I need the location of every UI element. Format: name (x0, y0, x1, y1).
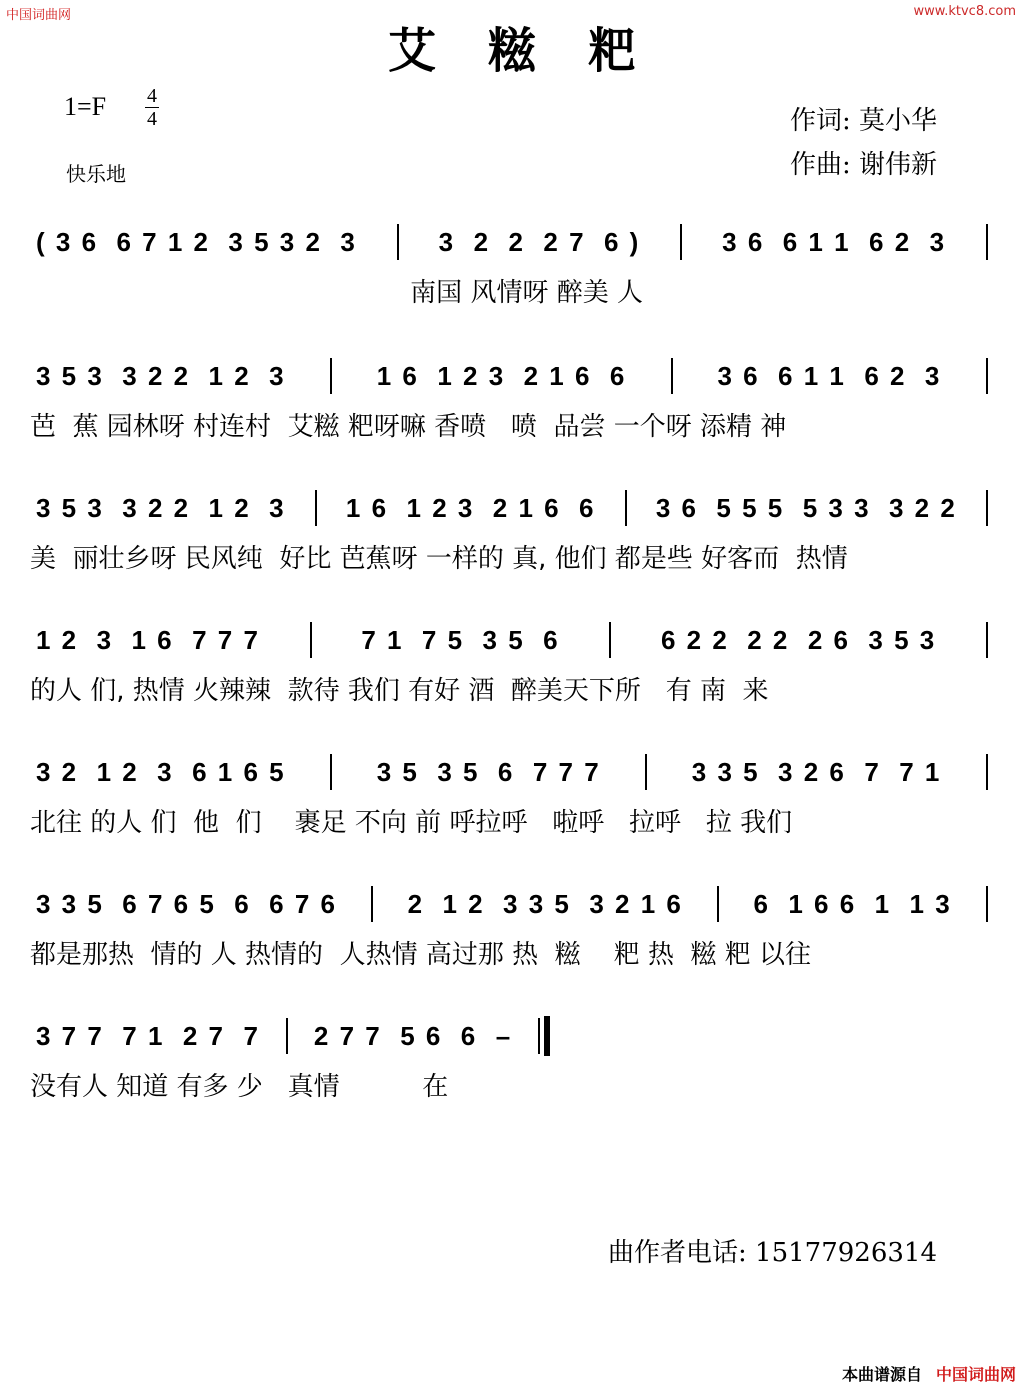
lyrics-row: 美 丽壮乡呀 民风纯 好比 芭蕉呀 一样的 真, 他们 都是些 好客而 热情 (30, 544, 848, 574)
measure: 1 2 3 1 6 7 7 7 (36, 624, 260, 655)
measure: 7 1 7 5 3 5 6 (361, 624, 560, 655)
score-line (0, 222, 1024, 342)
score-line (0, 620, 1024, 740)
footer-site[interactable]: 中国词曲网 (935, 1365, 1016, 1384)
site-logo-left[interactable]: 中国词曲网 (6, 8, 72, 23)
measure: 3 5 3 3 2 2 1 2 3 (36, 360, 286, 391)
measure: 2 1 2 3 3 5 3 2 1 6 (407, 888, 683, 919)
measure: 6 1 6 6 1 1 3 (753, 888, 952, 919)
measure: 3 2 2 2 7 6 ) (438, 226, 641, 257)
measure: 2 7 7 5 6 6 – (313, 1020, 513, 1051)
barline (538, 1018, 540, 1054)
footer-source (842, 1362, 1016, 1385)
time-signature (142, 86, 162, 129)
lyrics-row: 芭 蕉 园林呀 村连村 艾糍 粑呀嘛 香喷 喷 品尝 一个呀 添精 神 (30, 412, 787, 442)
measure: 3 6 6 1 1 6 2 3 (717, 360, 942, 391)
measure: 6 2 2 2 2 2 6 3 5 3 (660, 624, 937, 655)
lyrics-row: 南国 风情呀 醉美 人 (30, 278, 643, 308)
time-signature-bottom: 4 (147, 108, 157, 130)
barline (986, 358, 988, 394)
barline (315, 490, 317, 526)
key-signature: 1=F (64, 92, 107, 121)
barline (609, 622, 611, 658)
lyricist-credit: 作词: 莫小华 (790, 106, 938, 136)
score-line (0, 356, 1024, 476)
measure: 1 6 1 2 3 2 1 6 6 (376, 360, 627, 391)
barline (397, 224, 399, 260)
notes-row (36, 356, 988, 396)
footer-label: 本曲谱源自 (841, 1365, 922, 1384)
measure: 3 5 3 3 2 2 1 2 3 (36, 492, 286, 523)
barline (671, 358, 673, 394)
measure: 3 7 7 7 1 2 7 7 (36, 1020, 260, 1051)
barline (310, 622, 312, 658)
barline (330, 358, 332, 394)
measure: 3 5 3 5 6 7 7 7 (376, 756, 601, 787)
measure: 3 6 6 1 1 6 2 3 (722, 226, 947, 257)
composer-credit: 作曲: 谢伟新 (790, 150, 938, 180)
time-signature-top: 4 (147, 85, 157, 107)
lyrics-row: 都是那热 情的 人 热情的 人热情 高过那 热 糍 粑 热 糍 粑 以往 (30, 940, 812, 970)
notes-row (36, 488, 988, 528)
song-title: 艾糍粑 (387, 23, 688, 79)
notes-row (36, 752, 988, 792)
barline (680, 224, 682, 260)
measure: ( 3 6 6 7 1 2 3 5 3 2 3 (36, 226, 357, 257)
site-url[interactable]: www.ktvc8.com (913, 4, 1016, 19)
lyrics-row: 没有人 知道 有多 少 真情 在 (30, 1072, 449, 1102)
barline (330, 754, 332, 790)
barline (986, 886, 988, 922)
measure: 3 3 5 6 7 6 5 6 6 7 6 (36, 888, 337, 919)
score-line (0, 752, 1024, 872)
notes-row (36, 620, 988, 660)
barline (986, 622, 988, 658)
barline (625, 490, 627, 526)
composer-phone: 曲作者电话: 15177926314 (608, 1238, 937, 1268)
barline (645, 754, 647, 790)
notes-row (36, 1016, 644, 1056)
barline (986, 754, 988, 790)
barline (986, 224, 988, 260)
lyrics-row: 的人 们, 热情 火辣辣 款待 我们 有好 酒 醉美天下所 有 南 来 (30, 676, 769, 706)
score-line (0, 488, 1024, 608)
barline (986, 490, 988, 526)
measure: 1 6 1 2 3 2 1 6 6 (345, 492, 596, 523)
tempo-marking: 快乐地 (66, 162, 126, 186)
barline (371, 886, 373, 922)
measure: 3 6 5 5 5 5 3 3 3 2 2 (655, 492, 957, 523)
score-line (0, 1016, 1024, 1136)
measure: 3 3 5 3 2 6 7 7 1 (691, 756, 942, 787)
notes-row (36, 884, 988, 924)
barline (717, 886, 719, 922)
barline (286, 1018, 288, 1054)
measure: 3 2 1 2 3 6 1 6 5 (36, 756, 286, 787)
score-line (0, 884, 1024, 1004)
lyrics-row: 北往 的人 们 他 们 裹足 不向 前 呼拉呼 啦呼 拉呼 拉 我们 (30, 808, 793, 838)
notes-row (36, 222, 988, 262)
